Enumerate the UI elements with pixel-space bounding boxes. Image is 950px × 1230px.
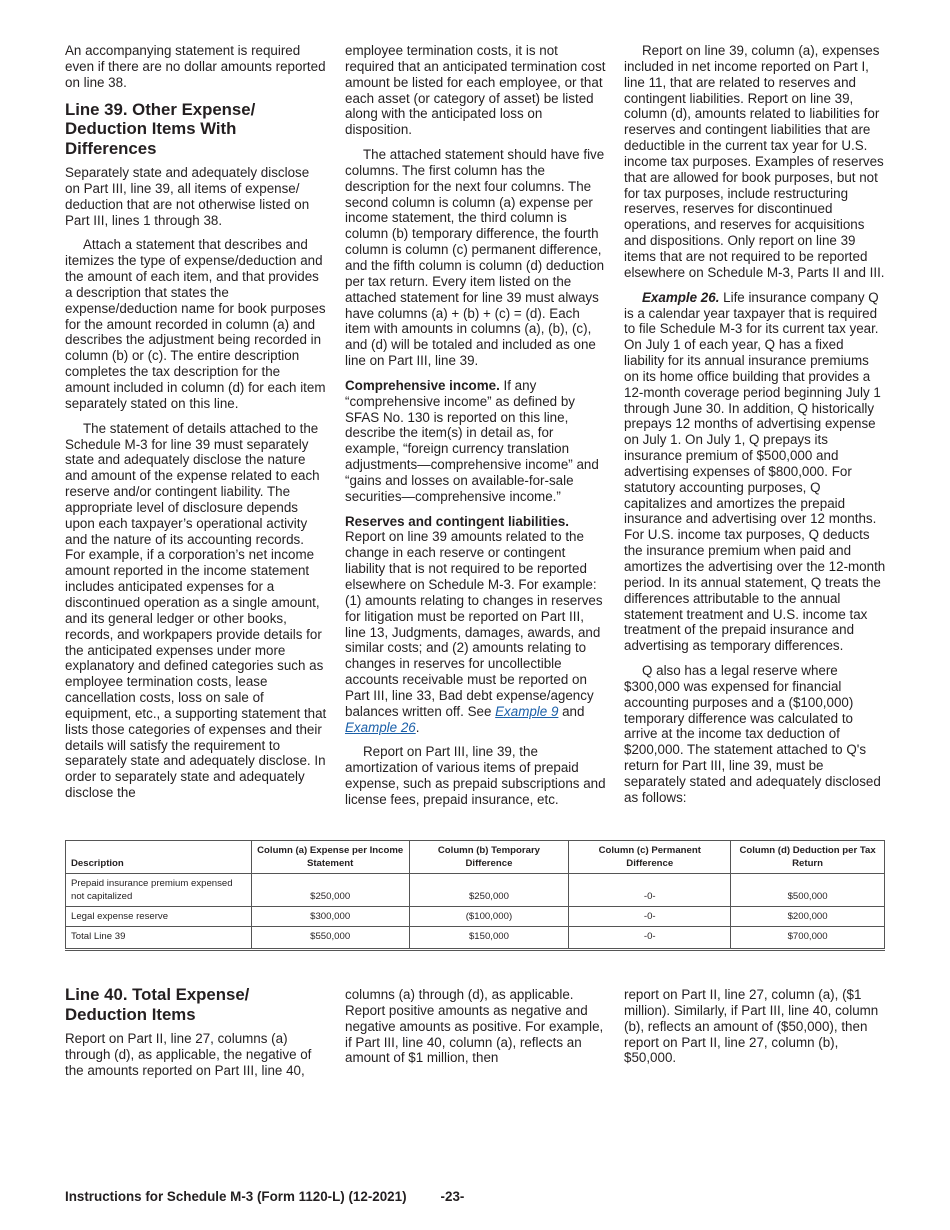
paragraph: report on Part II, line 27, column (a), ($1 million). Similarly, if Part III, line 40, column (b), reflects an amount of ($50,000), then report on Part II, line 27, column (b), $50,000. xyxy=(624,987,879,1066)
footer-title: Instructions for Schedule M-3 (Form 1120-L) (12-2021) xyxy=(65,1189,407,1204)
table-cell: -0- xyxy=(569,907,731,927)
reserves-heading: Reserves and contingent liabilities. xyxy=(345,513,569,529)
table-cell: -0- xyxy=(569,874,731,907)
column-header-description: Description xyxy=(66,841,252,874)
line-40-column-2 xyxy=(345,987,607,1075)
table-row xyxy=(66,907,885,927)
paragraph-text: . xyxy=(415,719,420,735)
text-column-2 xyxy=(345,43,607,817)
paragraph: Attach a statement that describes and itemizes the type of expense/deduction and the amount of each item, and that provides a description that states the expense/deduction name for book purposes for the amount recorded in column (a) and describes the adjustment being recorded in column (b) or (c). The entire description completes the tax description for the amount included in column (d) for each item separately stated on this line. xyxy=(65,237,326,411)
table-cell: $700,000 xyxy=(731,927,885,950)
paragraph: Q also has a legal reserve where $300,000 was expensed for financial accounting purposes and a ($100,000) temporary difference was calculated to arrive at the income tax deduction of $200,000. The statement attached to Q's return for Part III, line 39, must be separately stated and adequately disclosed as follows: xyxy=(624,663,881,805)
paragraph: Report on line 39, column (a), expenses included in net income reported on Part I, line 11, that are related to reserves and contingent liabilities. Report on line 39, column (d), amounts related to liabilities for reserves and contingent liabilities that are deductible in the current tax year for U.S. income tax purposes. Examples of reserves that are allowed for book purposes, but not for tax purposes, include restructuring reserves, reserves for discontinued operations, and reserves for acquisitions and dispositions. Only report on line 39 items that are not required to be reported elsewhere on Schedule M-3, Parts II and III. xyxy=(624,43,885,280)
table-cell: $200,000 xyxy=(731,907,885,927)
table-header-row xyxy=(66,841,885,874)
column-header-c: Column (c) Permanent Difference xyxy=(569,841,731,874)
example-9-link[interactable]: Example 9 xyxy=(495,703,559,719)
example-26-link[interactable]: Example 26 xyxy=(345,719,416,735)
paragraph: The attached statement should have five columns. The first column has the description for the next four columns. The second column is column (a) expense per income statement, the third column is column (b) temporary difference, the fourth column is column (c) permanent difference, and the fifth column is column (d) deduction per tax return. Every item listed on the attached statement for line 39 must always have columns (a) + (b) + (c) = (d). Each item with amounts in columns (a), (b), (c), and (d) will be totaled and included as one line on Part III, line 39. xyxy=(345,147,605,369)
line-40-heading: Line 40. Total Expense/ Deduction Items xyxy=(65,985,250,1024)
paragraph: The statement of details attached to the Schedule M-3 for line 39 must separately state and adequately disclose the nature and amount of the expense related to each reserve and/or contingent liability. The appropriate level of disclosure depends upon each taxpayer’s operational activity and the nature of its accounting records. For example, if a corporation’s net income amount reported in the income statement includes anticipated expenses for a discontinued operation as a single amount, and its general ledger or other books, records, and workpapers provide details for the anticipated expenses under more explanatory and defined categories such as employee termination costs, lease cancellation costs, loss on sale of equipment, etc., a supporting statement that lists those categories of expenses and their details will satisfy the requirement to separately state and adequately disclose. In order to separately state and adequately disclose the xyxy=(65,420,327,801)
line-40-column-3 xyxy=(624,987,886,1075)
example-26-paragraph xyxy=(624,290,886,654)
table-total-row xyxy=(66,927,885,950)
paragraph: Separately state and adequately disclose on Part III, line 39, all items of expense/ deduction that are not otherwise listed on Part III, lines 1 through 38. xyxy=(65,165,310,228)
paragraph: Report on Part II, line 27, columns (a) through (d), as applicable, the negative of the amounts reported on Part III, line 40, xyxy=(65,1031,312,1078)
page-footer xyxy=(65,1189,464,1204)
table-row xyxy=(66,874,885,907)
paragraph-text: Life insurance company Q is a calendar year taxpayer that is required to file Schedule M-3 for its current tax year. On July 1 of each year, Q has a fixed liability for its annual insurance premiums on its home office building that provides a 12-month coverage period beginning July 1 through June 30. In addition, Q historically prepays 12 months of advertising expense on July 1. On July 1, Q prepays its insurance premium of $500,000 and advertising expenses of $800,000. For statutory accounting purposes, Q capitalizes and amortizes the prepaid insurance and advertising over 12 months. For U.S. income tax purposes, Q deducts the insurance premium when paid and amortizes the advertising over the 12-month period. In its annual statement, Q treats the differences attributable to the annual statement treatment and U.S. income tax treatment of the prepaid insurance and advertising as temporary differences. xyxy=(624,289,886,654)
text-column-3 xyxy=(624,43,886,815)
line-40-column-1 xyxy=(65,985,327,1088)
column-header-d: Column (d) Deduction per Tax Return xyxy=(731,841,885,874)
column-header-a: Column (a) Expense per Income Statement xyxy=(251,841,409,874)
line-39-heading: Line 39. Other Expense/ Deduction Items With Differences xyxy=(65,99,256,158)
paragraph-text: and xyxy=(558,703,585,719)
table-cell: ($100,000) xyxy=(409,907,569,927)
paragraph: columns (a) through (d), as applicable. Report positive amounts as negative and negative amounts as positive. For example, if Part III, line 40, column (a), reflects an amount of $1 million, then xyxy=(345,987,604,1066)
paragraph: Report on Part III, line 39, the amortization of various items of prepaid expense, such as prepaid subscriptions and license fees, prepaid insurance, etc. xyxy=(345,744,606,807)
table-cell: Prepaid insurance premium expensed not capitalized xyxy=(66,874,252,907)
table-cell: $150,000 xyxy=(409,927,569,950)
intro-paragraph: An accompanying statement is required even if there are no dollar amounts reported on line 38. xyxy=(65,43,326,90)
table-cell: $250,000 xyxy=(409,874,569,907)
table-cell: $500,000 xyxy=(731,874,885,907)
page-number: -23- xyxy=(440,1189,465,1204)
table-cell: Total Line 39 xyxy=(66,927,252,950)
column-header-b: Column (b) Temporary Difference xyxy=(409,841,569,874)
table-cell: -0- xyxy=(569,927,731,950)
table-cell: $550,000 xyxy=(251,927,409,950)
paragraph-text: If any “comprehensive income” as defined by SFAS No. 130 is reported on this line, describe the item(s) in detail as, for example, “foreign currency translation adjustments—comprehensive income” and “gains and losses on available-for-sale securities—comprehensive income.” xyxy=(345,377,599,504)
paragraph: employee termination costs, it is not required that an anticipated termination cost amount be listed for each employee, or that each asset (or category of asset) be listed along with the anticipated loss on disposition. xyxy=(345,43,606,138)
paragraph-text: Report on line 39 amounts related to the change in each reserve or contingent liability that is not required to be reported elsewhere on Schedule M-3. For example: (1) amounts relating to changes in reserves for litigation must be reported on Part III, line 13, Judgments, damages, awards, and similar costs; and (2) amounts relating to changes in reserves for uncollectible accounts receivable must be reported on Part III, line 33, Bad debt expense/agency balances written off. See xyxy=(345,529,603,719)
text-column-1 xyxy=(65,43,327,810)
table-cell: $250,000 xyxy=(251,874,409,907)
table-cell: $300,000 xyxy=(251,907,409,927)
line-39-statement-table xyxy=(65,840,885,951)
comprehensive-income-heading: Comprehensive income. xyxy=(345,377,500,393)
table-cell: Legal expense reserve xyxy=(66,907,252,927)
example-26-label: Example 26. xyxy=(642,289,720,305)
comprehensive-income-paragraph xyxy=(345,378,607,505)
reserves-paragraph xyxy=(345,514,607,736)
